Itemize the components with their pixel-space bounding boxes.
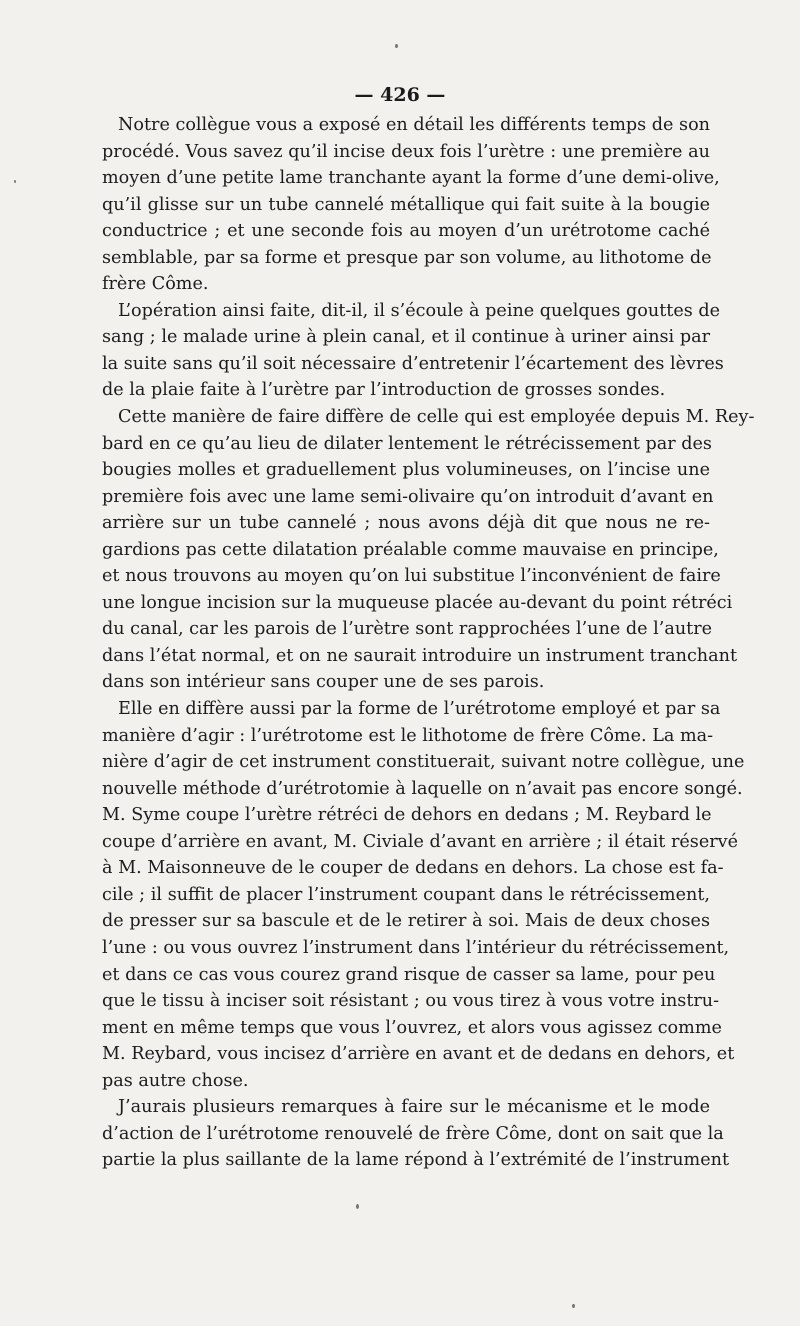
text-line: de presser sur sa bascule et de le retirer à soi. Mais de deux choses bbox=[102, 911, 710, 932]
paragraph-2 bbox=[102, 298, 724, 404]
text-line: que le tissu à inciser soit résistant ; ou vous tirez à vous votre instru- bbox=[102, 991, 720, 1012]
text-line: première fois avec une lame semi-olivaire qu’on introduit d’avant en bbox=[102, 486, 714, 507]
text-line: du canal, car les parois de l’urètre sont rapprochées l’une de l’autre bbox=[102, 619, 713, 640]
scan-speck bbox=[356, 1204, 359, 1209]
text-line: bougies molles et graduellement plus volumineuses, on l’incise une bbox=[102, 460, 710, 481]
text-line: d’action de l’urétrotome renouvelé de frère Côme, dont on sait que la bbox=[102, 1123, 724, 1144]
text-line: et nous trouvons au moyen qu’on lui substitue l’inconvénient de faire bbox=[102, 566, 721, 587]
text-line: pas autre chose. bbox=[102, 1070, 249, 1091]
paragraph-1 bbox=[102, 112, 720, 298]
text-line: dans son intérieur sans couper une de ses parois. bbox=[102, 672, 545, 693]
text-line: manière d’agir : l’urétrotome est le lithotome de frère Côme. La ma- bbox=[102, 725, 714, 746]
text-line: la suite sans qu’il soit nécessaire d’entretenir l’écartement des lèvres bbox=[102, 353, 724, 374]
text-line: partie la plus saillante de la lame répond à l’extrémité de l’instrument bbox=[102, 1150, 730, 1171]
text-line: de la plaie faite à l’urètre par l’introduction de grosses sondes. bbox=[102, 380, 666, 401]
body-text bbox=[102, 112, 755, 1174]
text-line: sang ; le malade urine à plein canal, et il continue à uriner ainsi par bbox=[102, 327, 710, 348]
text-line: M. Reybard, vous incisez d’arrière en avant et de dedans en dehors, et bbox=[102, 1044, 735, 1065]
text-line: moyen d’une petite lame tranchante ayant la forme d’une demi-olive, bbox=[102, 168, 720, 189]
paragraph-5 bbox=[102, 1094, 730, 1174]
text-line: coupe d’arrière en avant, M. Civiale d’avant en arrière ; il était réservé bbox=[102, 831, 738, 852]
scan-speck bbox=[572, 1304, 575, 1308]
text-line: l’une : ou vous ouvrez l’instrument dans l’intérieur du rétrécissement, bbox=[102, 937, 730, 958]
text-line: Notre collègue vous a exposé en détail les différents temps de son bbox=[118, 115, 710, 135]
page-number: — 426 — bbox=[354, 84, 446, 106]
text-line: procédé. Vous savez qu’il incise deux fois l’urètre : une première au bbox=[102, 141, 710, 162]
text-line: L’opération ainsi faite, dit-il, il s’écoule à peine quelques gouttes de bbox=[118, 300, 721, 321]
text-line: conductrice ; et une seconde fois au moyen d’un urétrotome caché bbox=[102, 221, 710, 242]
text-line: nière d’agir de cet instrument constituerait, suivant notre collègue, une bbox=[102, 752, 745, 773]
text-line: J’aurais plusieurs remarques à faire sur le mécanisme et le mode bbox=[118, 1097, 710, 1118]
text-line: nouvelle méthode d’urétrotomie à laquelle on n’avait pas encore songé. bbox=[102, 778, 743, 799]
text-line: arrière sur un tube cannelé ; nous avons déjà dit que nous ne re- bbox=[102, 513, 710, 534]
scan-speck bbox=[395, 44, 398, 48]
text-line: semblable, par sa forme et presque par son volume, au lithotome de bbox=[102, 247, 712, 268]
text-line: une longue incision sur la muqueuse placée au-devant du point rétréci bbox=[102, 592, 733, 613]
text-line: ment en même temps que vous l’ouvrez, et alors vous agissez comme bbox=[102, 1017, 722, 1038]
text-line: Elle en diffère aussi par la forme de l’urétrotome employé et par sa bbox=[118, 699, 721, 720]
text-line: M. Syme coupe l’urètre rétréci de dehors en dedans ; M. Reybard le bbox=[102, 805, 712, 826]
text-line: à M. Maisonneuve de le couper de dedans en dehors. La chose est fa- bbox=[102, 858, 724, 879]
scan-speck bbox=[14, 180, 16, 183]
text-line: Cette manière de faire diffère de celle qui est employée depuis M. Rey- bbox=[118, 407, 755, 428]
text-line: qu’il glisse sur un tube cannelé métallique qui fait suite à la bougie bbox=[102, 194, 710, 215]
paragraph-4 bbox=[102, 696, 745, 1094]
text-line: gardions pas cette dilatation préalable comme mauvaise en principe, bbox=[102, 539, 719, 560]
text-line: dans l’état normal, et on ne saurait introduire un instrument tranchant bbox=[102, 645, 738, 666]
paragraph-3 bbox=[102, 404, 755, 696]
text-line: et dans ce cas vous courez grand risque de casser sa lame, pour peu bbox=[102, 964, 716, 985]
text-line: frère Côme. bbox=[102, 274, 209, 295]
text-line: cile ; il suffit de placer l’instrument coupant dans le rétrécissement, bbox=[102, 884, 710, 905]
text-line: bard en ce qu’au lieu de dilater lentement le rétrécissement par des bbox=[102, 433, 712, 454]
